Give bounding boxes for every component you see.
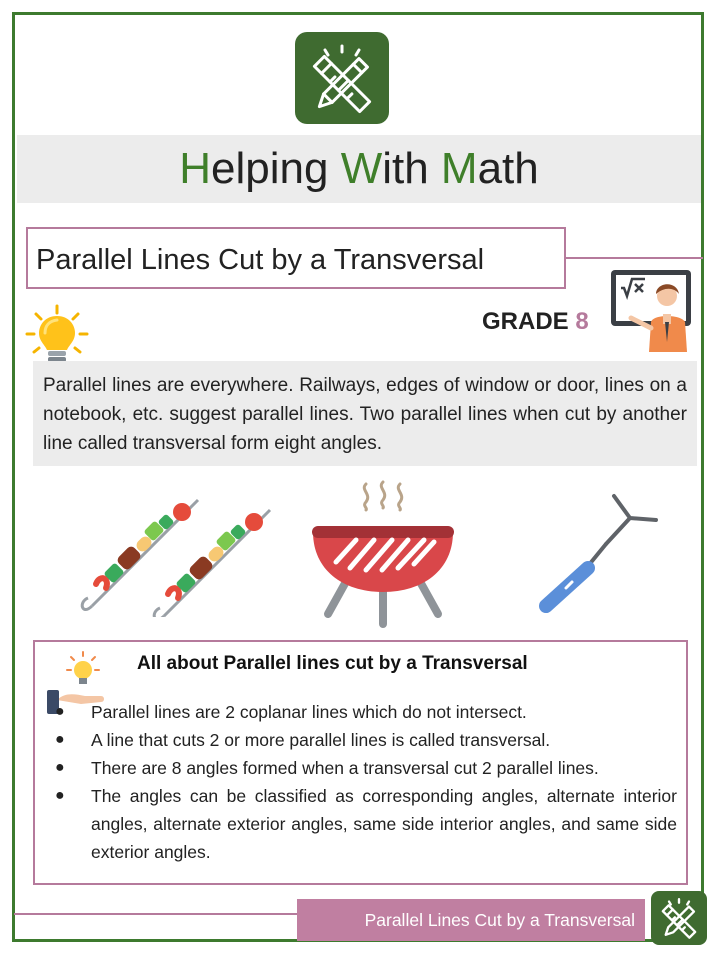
pencil-ruler-cross-icon [651, 891, 707, 945]
worksheet-title: Parallel Lines Cut by a Transversal [36, 244, 485, 276]
grill-fork-icon [530, 488, 662, 616]
pencil-ruler-cross-icon [295, 32, 389, 124]
bullet: ● [55, 787, 65, 804]
list-item-text: A line that cuts 2 or more parallel lines is called transversal. [91, 730, 551, 750]
footer-divider [14, 913, 299, 915]
grade-label [482, 308, 589, 336]
list-item-text: There are 8 angles formed when a transversal cut 2 parallel lines. [91, 758, 599, 778]
site-title-part: M [440, 144, 478, 193]
list-item [51, 698, 677, 726]
info-list [51, 698, 677, 866]
grade-number: 8 [575, 308, 589, 335]
site-title-part: ath [477, 144, 539, 193]
list-item-text: The angles can be classified as corresponding angles, alternate interior angles, alternate exterior angles, same side interior angles, and same side exterior angles. [91, 786, 677, 862]
bullet: ● [55, 703, 65, 720]
list-item [51, 726, 677, 754]
footer-brand-logo [651, 891, 707, 945]
title-divider [566, 257, 703, 259]
site-title [17, 135, 701, 203]
list-item [51, 754, 677, 782]
site-title-part: elping [211, 144, 341, 193]
footer-title: Parallel Lines Cut by a Transversal [364, 910, 635, 930]
list-item-text: Parallel lines are 2 coplanar lines which do not intersect. [91, 702, 527, 722]
site-title-part: W [340, 144, 383, 193]
bullet: ● [55, 731, 65, 748]
barbecue-grill-icon [308, 478, 458, 630]
worksheet-title-box [26, 227, 566, 289]
intro-panel [33, 361, 697, 466]
skewers-icon [72, 492, 272, 617]
list-item [51, 782, 677, 866]
teacher-board-icon [609, 266, 697, 354]
info-title: All about Parallel lines cut by a Transversal [137, 653, 528, 674]
info-panel [33, 640, 688, 885]
bullet: ● [55, 759, 65, 776]
footer-banner [297, 899, 645, 941]
grade-text: GRADE [482, 308, 569, 335]
site-title-part: ith [382, 144, 441, 193]
site-banner [17, 135, 701, 203]
brand-logo [295, 32, 389, 124]
site-title-part: H [179, 144, 212, 193]
intro-text: Parallel lines are everywhere. Railways, edges of window or door, lines on a notebook, etc. suggest parallel lines. Two parallel lines when cut by another line called transversal form eight angles. [43, 375, 687, 454]
